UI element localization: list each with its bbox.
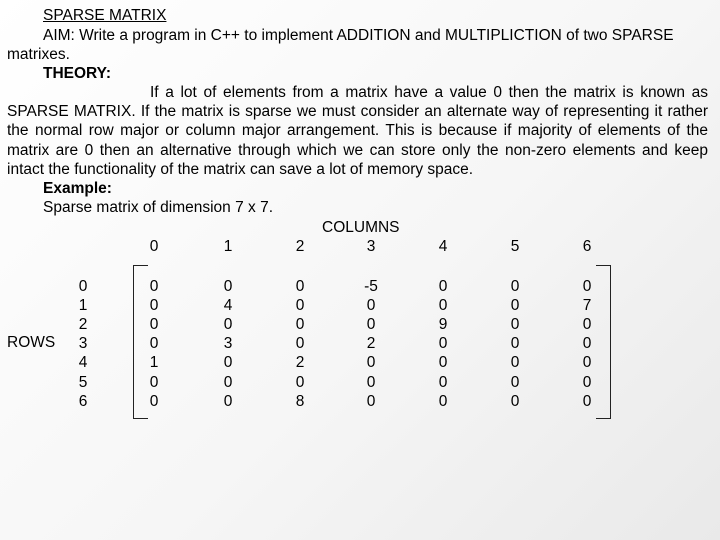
matrix-cell: 0 (366, 316, 376, 334)
aim-line: AIM: Write a program in C++ to implement ADDITION and MULTIPLICTION of two SPARSE (43, 27, 674, 44)
matrix-cell: 0 (149, 316, 159, 334)
matrix-cell: 0 (510, 278, 520, 295)
matrix-cell: 0 (366, 297, 376, 315)
matrix-cell: 0 (438, 335, 448, 353)
matrix-cell: 0 (149, 297, 159, 315)
matrix-cell: 0 (149, 278, 159, 295)
matrix-cell: 0 (295, 316, 305, 334)
matrix-cell: 7 (582, 297, 592, 315)
matrix-cell: 0 (366, 373, 376, 391)
column-header: 5 (510, 238, 520, 255)
matrix-cell: 0 (366, 392, 376, 410)
matrix-cell: 0 (223, 392, 233, 410)
matrix-cell: 0 (295, 278, 305, 295)
matrix-cell: 0 (582, 316, 592, 334)
aim-line-continued: matrixes. (7, 46, 70, 63)
rows-label: ROWS (7, 334, 56, 351)
matrix-cell: 0 (510, 354, 520, 372)
row-index: 4 (78, 354, 88, 372)
matrix-cell: 0 (438, 392, 448, 410)
column-header: 0 (149, 238, 159, 255)
matrix-cell: 0 (295, 297, 305, 315)
example-heading: Example: (43, 180, 112, 197)
matrix-cell: 0 (582, 373, 592, 391)
row-index: 1 (78, 297, 88, 315)
matrix-cell: 0 (510, 335, 520, 353)
matrix-cell: 0 (149, 335, 159, 353)
matrix-cell: 0 (582, 392, 592, 410)
matrix-cell: 0 (582, 354, 592, 372)
matrix-cell: 0 (582, 335, 592, 353)
slide-title: SPARSE MATRIX (43, 7, 167, 24)
example-description: Sparse matrix of dimension 7 x 7. (43, 199, 274, 216)
matrix-cell: 9 (438, 316, 448, 334)
theory-heading: THEORY: (43, 65, 112, 82)
matrix-cell: 1 (149, 354, 159, 372)
matrix-cell: 4 (223, 297, 233, 315)
matrix-cell: 0 (438, 297, 448, 315)
matrix-cell: 0 (438, 373, 448, 391)
matrix-cell: 0 (223, 354, 233, 372)
row-index: 3 (78, 335, 88, 353)
matrix-cell: 0 (366, 354, 376, 372)
matrix-cell: 0 (582, 278, 592, 295)
matrix-cell: 2 (295, 354, 305, 372)
matrix-cell: 0 (510, 373, 520, 391)
matrix-cell: 0 (295, 373, 305, 391)
theory-paragraph: If a lot of elements from a matrix have a value 0 then the matrix is known as SPARSE MATRIX. If the matrix is sparse we must consider an alternate way of representing it rather the normal row major or column major arrangement. This is because if majority of elements of the matrix are 0 then an alternative through which we can store only the non-zero elements and keep intact the functionality of the matrix can save a lot of memory space. (7, 84, 708, 178)
matrix-cell: 0 (510, 297, 520, 315)
matrix-cell: 0 (295, 335, 305, 353)
column-header: 3 (366, 238, 376, 255)
matrix-cell: 0 (149, 373, 159, 391)
matrix-cell: 0 (149, 392, 159, 410)
row-index: 6 (78, 392, 88, 410)
matrix-cell: 0 (223, 278, 233, 295)
matrix-cell: 0 (223, 373, 233, 391)
row-index: 0 (78, 278, 88, 295)
matrix-cell: 0 (510, 392, 520, 410)
matrix-cell: 0 (510, 316, 520, 334)
matrix-cell: -5 (364, 278, 378, 295)
row-index: 2 (78, 316, 88, 334)
column-header: 6 (582, 238, 592, 255)
matrix-cell: 0 (438, 278, 448, 295)
matrix-cell: 8 (295, 392, 305, 410)
column-header: 4 (438, 238, 448, 255)
column-header: 2 (295, 238, 305, 255)
matrix-cell: 0 (223, 316, 233, 334)
columns-label: COLUMNS (322, 219, 400, 236)
matrix-cell: 3 (223, 335, 233, 353)
matrix-cell: 2 (366, 335, 376, 353)
matrix-cell: 0 (438, 354, 448, 372)
row-index: 5 (78, 373, 88, 391)
column-header: 1 (223, 238, 233, 255)
